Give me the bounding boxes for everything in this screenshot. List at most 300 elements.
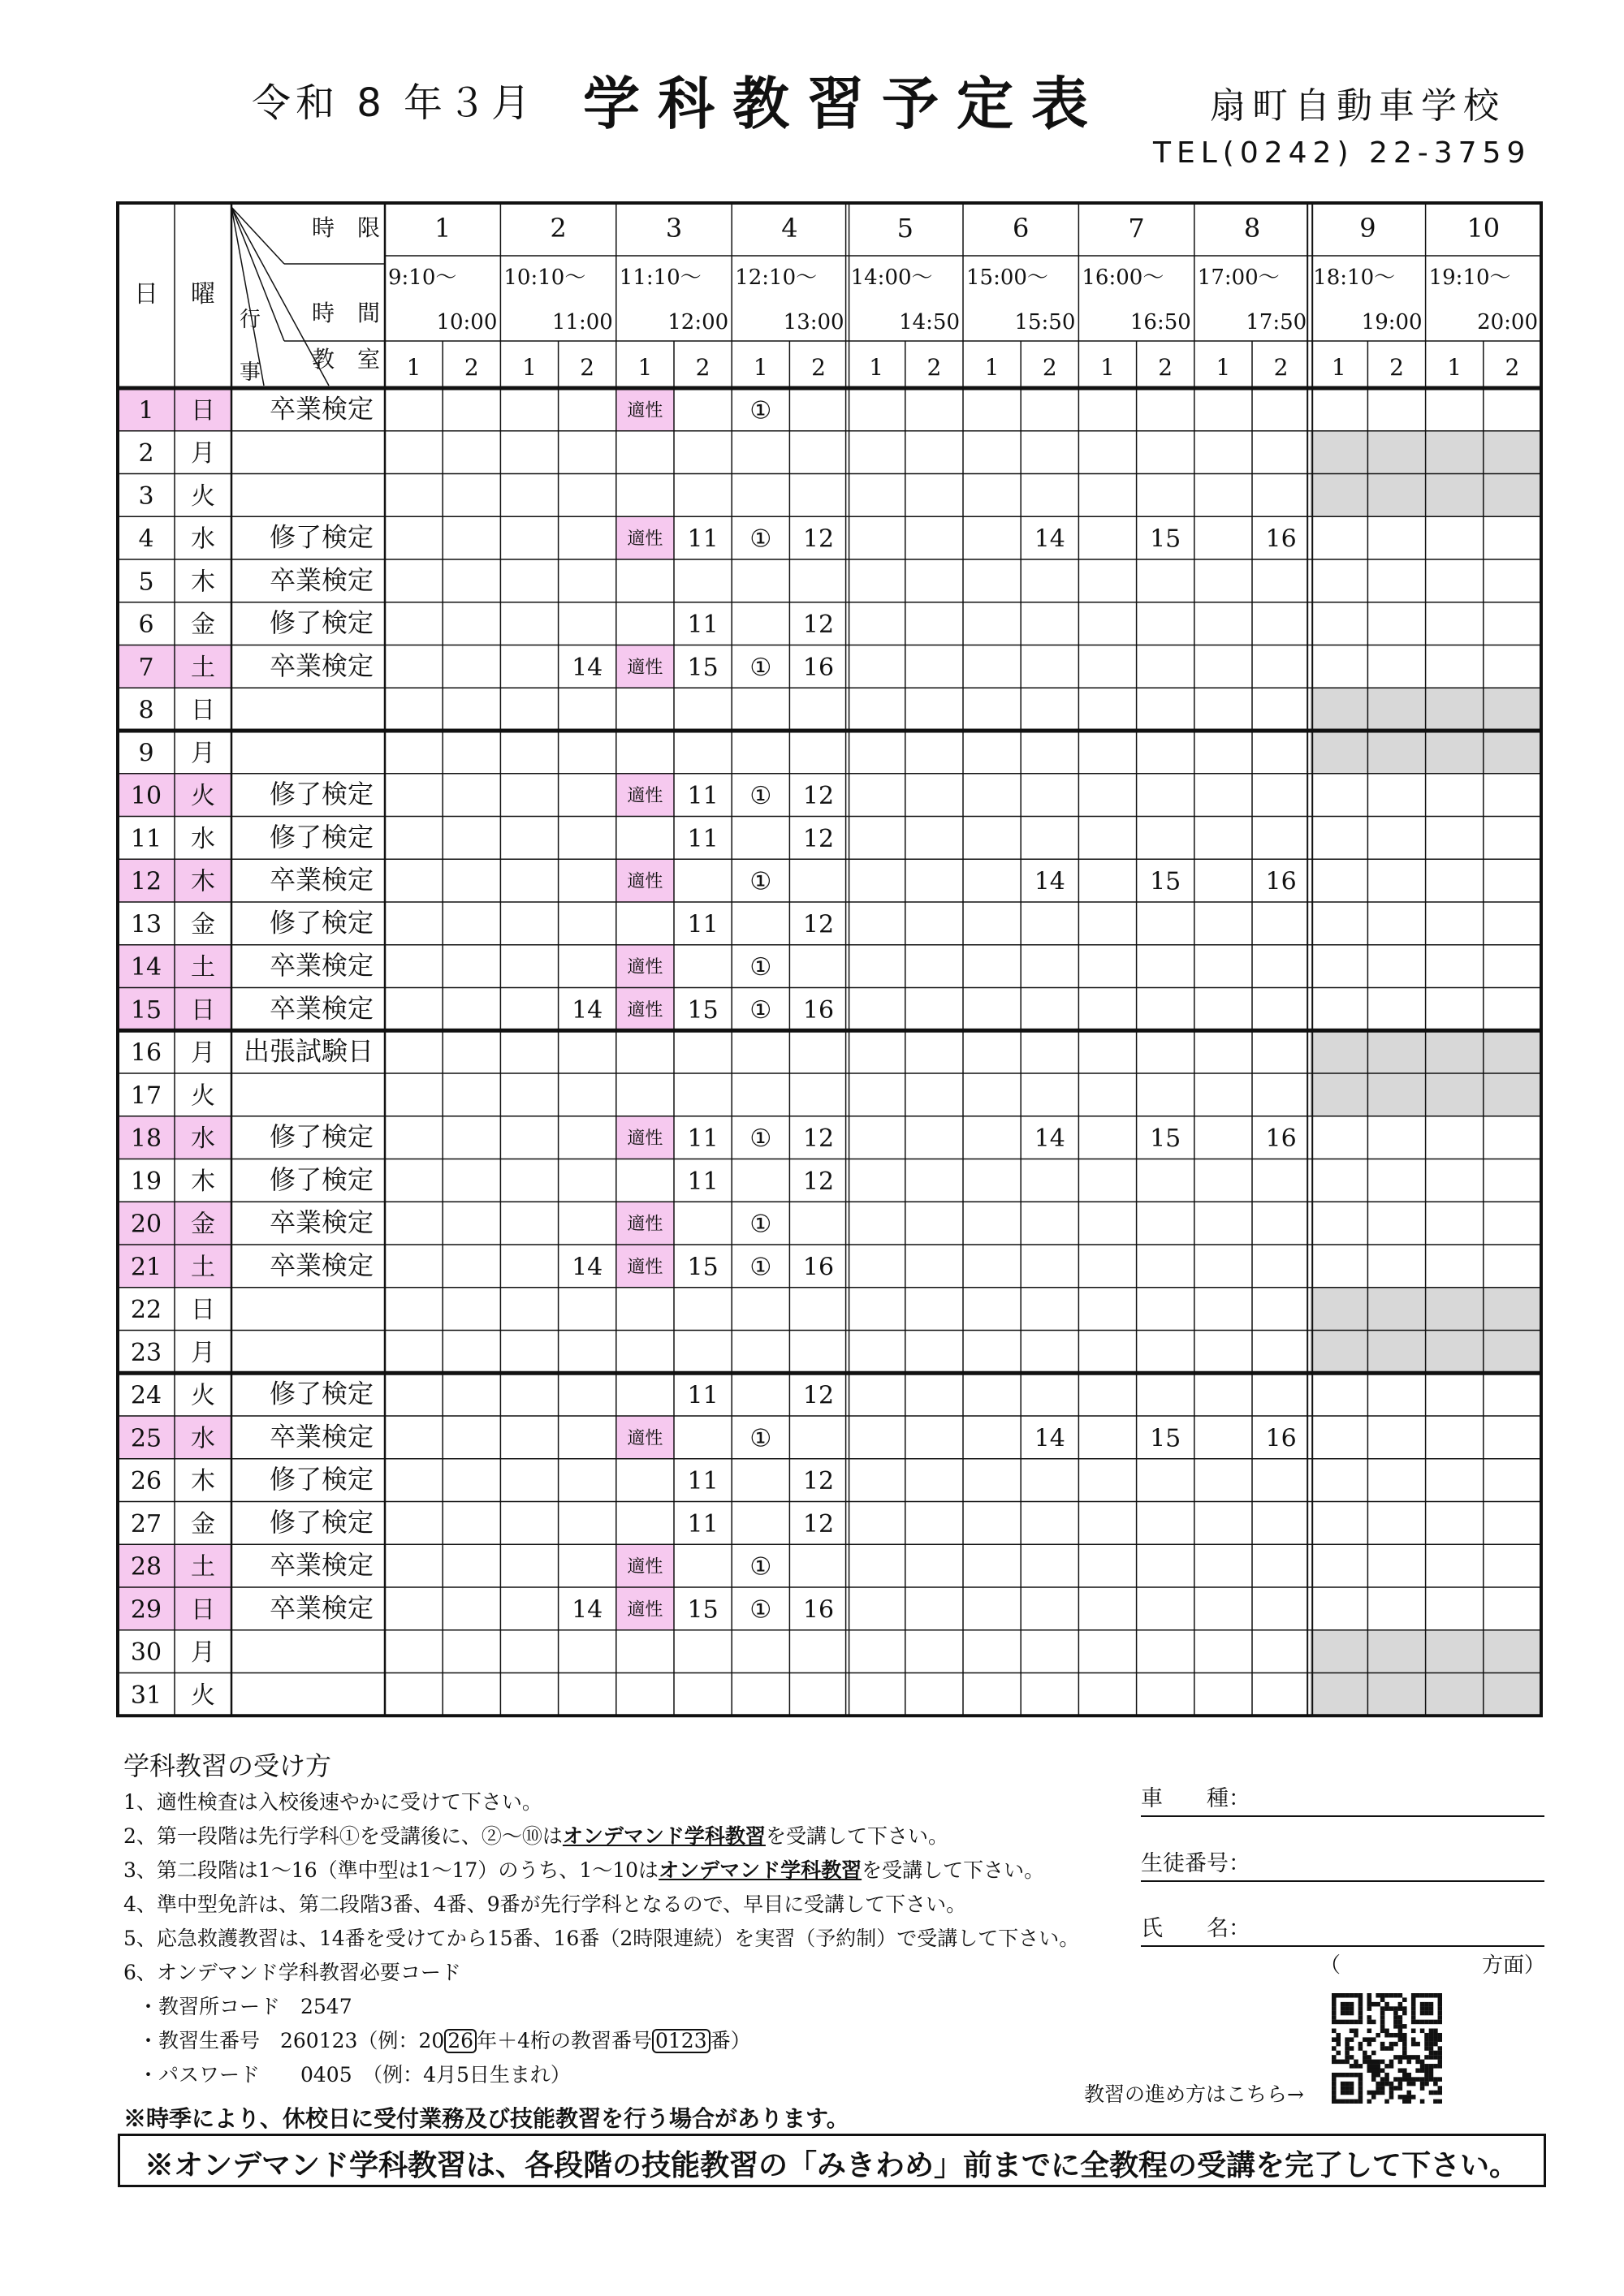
period-start-time: 12:10～	[735, 265, 818, 290]
qr-module	[1429, 2006, 1434, 2011]
lesson-number: 16	[1265, 524, 1297, 554]
qr-module	[1402, 2055, 1407, 2060]
qr-module	[1384, 2002, 1389, 2007]
period-start-time: 11:10～	[619, 265, 702, 290]
qr-module	[1424, 2077, 1429, 2082]
aptitude-test-mark: 適性	[627, 871, 663, 892]
qr-module	[1398, 2077, 1403, 2082]
aptitude-test-mark: 適性	[627, 1257, 663, 1278]
qr-module	[1402, 2042, 1407, 2047]
room-number: 1	[1331, 354, 1346, 381]
aptitude-test-mark: 適性	[627, 957, 663, 978]
qr-module	[1345, 2020, 1350, 2025]
weekday: 日	[191, 396, 215, 425]
qr-module	[1384, 2029, 1389, 2034]
qr-module	[1411, 2042, 1416, 2047]
day-number: 31	[130, 1681, 162, 1710]
period-end-time: 10:00	[436, 310, 498, 334]
qr-module	[1336, 2042, 1341, 2047]
qr-module	[1420, 2020, 1425, 2025]
qr-module	[1358, 2077, 1363, 2082]
page-title: 学科教習予定表	[583, 71, 1106, 137]
qr-module	[1376, 2002, 1380, 2007]
qr-module	[1332, 2002, 1337, 2007]
qr-module	[1393, 2086, 1398, 2091]
qr-module	[1367, 2037, 1372, 2042]
lesson-number: 12	[802, 1381, 835, 1410]
qr-module	[1336, 2060, 1341, 2065]
period-end-time: 14:50	[899, 310, 960, 334]
qr-module	[1402, 2006, 1407, 2011]
weekday: 水	[191, 1124, 215, 1154]
day-number: 13	[130, 910, 162, 939]
qr-module	[1424, 2020, 1429, 2025]
qr-module	[1411, 2029, 1416, 2034]
lesson-number: 12	[802, 824, 835, 853]
event-label: 修了検定	[269, 1378, 374, 1409]
qr-module	[1350, 2002, 1354, 2007]
qr-module	[1358, 2064, 1363, 2069]
qr-module	[1429, 1993, 1434, 1998]
first-lesson-mark: ①	[749, 953, 772, 982]
lesson-number: 12	[802, 524, 835, 554]
qr-module	[1380, 2042, 1385, 2047]
qr-module	[1420, 2029, 1425, 2034]
qr-module	[1429, 2046, 1434, 2051]
qr-module	[1402, 2011, 1407, 2016]
qr-module	[1345, 2100, 1350, 2104]
qr-module	[1367, 1997, 1372, 2002]
lesson-number: 16	[802, 653, 835, 682]
qr-module	[1438, 2077, 1442, 2082]
qr-module	[1332, 2095, 1337, 2100]
period-start-time: 19:10～	[1428, 265, 1511, 290]
qr-module	[1398, 2068, 1403, 2073]
lesson-number: 15	[687, 1253, 719, 1282]
lesson-number: 14	[1034, 1124, 1065, 1154]
code-password: ・パスワード 0405 （例：4月5日生まれ）	[138, 2063, 571, 2087]
qr-module	[1438, 2086, 1442, 2091]
weekday: 金	[191, 1509, 215, 1539]
qr-module	[1429, 2002, 1434, 2007]
room-number: 1	[522, 354, 537, 381]
qr-module	[1433, 2042, 1438, 2047]
weekday: 金	[191, 611, 215, 640]
completion-notice: ※オンデマンド学科教習は、各段階の技能教習の「みきわめ」前までに全教程の受講を完了して下さい。	[145, 2148, 1519, 2182]
qr-module	[1380, 2082, 1385, 2087]
qr-module	[1367, 2029, 1372, 2034]
qr-module	[1345, 2073, 1350, 2078]
qr-module	[1433, 2020, 1438, 2025]
room-number: 1	[406, 354, 421, 381]
period-number: 2	[550, 213, 567, 244]
qr-module	[1332, 2086, 1337, 2091]
diagonal-line	[231, 207, 264, 386]
qr-module	[1371, 2091, 1376, 2095]
qr-module	[1345, 2042, 1350, 2047]
lesson-number: 15	[1150, 1124, 1181, 1154]
qr-module	[1406, 2077, 1411, 2082]
weekday: 金	[191, 910, 215, 939]
lesson-number: 12	[802, 1167, 835, 1196]
aptitude-test-mark: 適性	[627, 999, 663, 1021]
qr-module	[1345, 2046, 1350, 2051]
weekday: 木	[191, 1467, 215, 1496]
qr-module	[1424, 2037, 1429, 2042]
qr-module	[1433, 2055, 1438, 2060]
qr-module	[1389, 2033, 1394, 2038]
qr-module	[1341, 2060, 1345, 2065]
qr-module	[1332, 2077, 1337, 2082]
event-label: 修了検定	[269, 1121, 374, 1153]
qr-module	[1358, 2011, 1363, 2016]
student-number-field[interactable]	[1141, 1845, 1544, 1882]
weekday: 日	[191, 1296, 215, 1325]
student-number-label: 生徒番号：	[1141, 1851, 1250, 1876]
event-label: 修了検定	[269, 1464, 374, 1495]
qr-module	[1332, 2100, 1337, 2104]
weekday: 火	[191, 1681, 215, 1710]
aptitude-test-mark: 適性	[627, 657, 663, 678]
lesson-number: 16	[802, 995, 835, 1025]
school-phone: TEL(0242) 22-3759	[1153, 136, 1531, 170]
qr-module	[1336, 2073, 1341, 2078]
qr-code-icon[interactable]	[1332, 1993, 1442, 2104]
weekday: 月	[191, 1338, 215, 1367]
qr-module	[1402, 2068, 1407, 2073]
qr-module	[1420, 2002, 1425, 2007]
first-lesson-mark: ①	[749, 1595, 772, 1625]
aptitude-test-mark: 適性	[627, 1129, 663, 1150]
car-type-field[interactable]	[1141, 1780, 1544, 1817]
qr-module	[1438, 2060, 1442, 2065]
qr-module	[1438, 2091, 1442, 2095]
qr-module	[1354, 2064, 1358, 2069]
qr-module	[1341, 2100, 1345, 2104]
qr-module	[1429, 2073, 1434, 2078]
qr-module	[1350, 2011, 1354, 2016]
qr-module	[1332, 2029, 1337, 2034]
qr-module	[1371, 2002, 1376, 2007]
qr-module	[1376, 2033, 1380, 2038]
qr-module	[1358, 2073, 1363, 2078]
qr-module	[1354, 2060, 1358, 2065]
qr-module	[1389, 2060, 1394, 2065]
event-label: 卒業検定	[269, 1421, 374, 1452]
period-number: 10	[1466, 213, 1501, 244]
qr-module	[1380, 2024, 1385, 2029]
qr-module	[1350, 2020, 1354, 2025]
day-number: 5	[138, 568, 154, 597]
qr-module	[1376, 2068, 1380, 2073]
lesson-number: 15	[1150, 1424, 1181, 1453]
day-number: 8	[138, 696, 154, 725]
period-start-time: 15:00～	[966, 265, 1048, 290]
event-label: 卒業検定	[269, 1249, 374, 1281]
qr-module	[1336, 2051, 1341, 2056]
qr-module	[1350, 2086, 1354, 2091]
period-number: 6	[1013, 213, 1030, 244]
lesson-number: 11	[687, 1381, 719, 1410]
event-label: 卒業検定	[269, 950, 374, 982]
qr-module	[1363, 2037, 1367, 2042]
qr-module	[1411, 2095, 1416, 2100]
qr-module	[1341, 2073, 1345, 2078]
qr-module	[1332, 2073, 1337, 2078]
weekday: 金	[191, 1210, 215, 1239]
qr-module	[1389, 2064, 1394, 2069]
qr-module	[1358, 2020, 1363, 2025]
qr-module	[1350, 2091, 1354, 2095]
qr-module	[1429, 2077, 1434, 2082]
qr-module	[1415, 2077, 1420, 2082]
room-number: 1	[1447, 354, 1462, 381]
period-number: 7	[1128, 213, 1145, 244]
qr-module	[1424, 2064, 1429, 2069]
notes-heading: 学科教習の受け方	[123, 1750, 332, 1781]
lesson-number: 15	[687, 995, 719, 1025]
qr-module	[1384, 2100, 1389, 2104]
aptitude-test-mark: 適性	[627, 1599, 663, 1621]
qr-module	[1341, 2020, 1345, 2025]
qr-module	[1350, 2100, 1354, 2104]
qr-module	[1438, 1997, 1442, 2002]
qr-module	[1389, 2042, 1394, 2047]
qr-module	[1420, 2082, 1425, 2087]
period-end-time: 19:00	[1361, 310, 1423, 334]
weekday: 火	[191, 782, 215, 811]
qr-module	[1424, 2073, 1429, 2078]
qr-module	[1350, 2073, 1354, 2078]
qr-module	[1420, 2077, 1425, 2082]
qr-module	[1367, 2060, 1372, 2065]
qr-module	[1358, 2015, 1363, 2020]
qr-module	[1429, 2020, 1434, 2025]
first-lesson-mark: ①	[749, 867, 772, 896]
day-number: 10	[130, 782, 162, 811]
weekday: 月	[191, 439, 215, 468]
qr-module	[1332, 2060, 1337, 2065]
qr-module	[1429, 2055, 1434, 2060]
qr-module	[1433, 2100, 1438, 2104]
qr-module	[1411, 1993, 1416, 1998]
day-number: 20	[130, 1210, 162, 1239]
qr-module	[1332, 2046, 1337, 2051]
qr-module	[1376, 2082, 1380, 2087]
qr-module	[1376, 2060, 1380, 2065]
qr-module	[1393, 2055, 1398, 2060]
qr-module	[1438, 2033, 1442, 2038]
event-label: 出張試験日	[243, 1035, 374, 1067]
qr-module	[1376, 2086, 1380, 2091]
qr-module	[1380, 2011, 1385, 2016]
day-number: 3	[138, 481, 154, 511]
lesson-number: 15	[1150, 524, 1181, 554]
day-number: 22	[130, 1296, 162, 1325]
qr-module	[1350, 2006, 1354, 2011]
qr-module	[1402, 2100, 1407, 2104]
room-number: 2	[1158, 354, 1173, 381]
note-5: 5、応急救護教習は、14番を受けてから15番、16番（2時限連続）を実習（予約制）で受講して下さい。	[123, 1927, 1080, 1950]
weekday: 火	[191, 1381, 215, 1410]
note-3: 3、第二段階は1～16（準中型は1～17）のうち、1～10はオンデマンド学科教習を受講して下さい。	[123, 1858, 1045, 1882]
room-number: 2	[695, 354, 710, 381]
lesson-number: 16	[1265, 1424, 1297, 1453]
qr-module	[1424, 2006, 1429, 2011]
qr-module	[1336, 1993, 1341, 1998]
qr-module	[1371, 2073, 1376, 2078]
qr-module	[1438, 2051, 1442, 2056]
qr-module	[1402, 1997, 1407, 2002]
qr-module	[1406, 2091, 1411, 2095]
qr-module	[1358, 2002, 1363, 2007]
qr-module	[1380, 2029, 1385, 2034]
qr-module	[1354, 2033, 1358, 2038]
qr-module	[1332, 2020, 1337, 2025]
direction-open-paren: （	[1320, 1953, 1341, 1978]
name-label: 氏 名：	[1141, 1916, 1250, 1941]
qr-module	[1384, 2073, 1389, 2078]
qr-module	[1332, 2015, 1337, 2020]
qr-module	[1341, 2091, 1345, 2095]
qr-module	[1350, 2046, 1354, 2051]
period-start-time: 16:00～	[1082, 265, 1164, 290]
day-number: 26	[130, 1467, 162, 1496]
qr-module	[1367, 2055, 1372, 2060]
lesson-number: 14	[572, 653, 603, 682]
day-number: 12	[130, 867, 162, 896]
qr-module	[1376, 1993, 1380, 1998]
weekday: 水	[191, 824, 215, 853]
period-end-time: 16:50	[1129, 310, 1191, 334]
qr-module	[1380, 2086, 1385, 2091]
weekday: 水	[191, 1424, 215, 1453]
qr-module	[1398, 2033, 1403, 2038]
qr-module	[1332, 2055, 1337, 2060]
qr-module	[1341, 2006, 1345, 2011]
qr-module	[1384, 2006, 1389, 2011]
day-number: 6	[138, 611, 154, 640]
period-number: 5	[896, 213, 914, 244]
qr-module	[1389, 2006, 1394, 2011]
lesson-number: 14	[572, 1253, 603, 1282]
qr-module	[1332, 2082, 1337, 2087]
qr-module	[1420, 2064, 1425, 2069]
first-lesson-mark: ①	[749, 782, 772, 811]
qr-module	[1424, 2042, 1429, 2047]
event-label: 修了検定	[269, 1506, 374, 1538]
weekday: 木	[191, 568, 215, 597]
period-end-time: 15:50	[1014, 310, 1076, 334]
qr-module	[1389, 2086, 1394, 2091]
first-lesson-mark: ①	[749, 995, 772, 1025]
qr-module	[1411, 2020, 1416, 2025]
qr-module	[1345, 2002, 1350, 2007]
qr-module	[1424, 1993, 1429, 1998]
qr-module	[1433, 2082, 1438, 2087]
weekday: 火	[191, 1081, 215, 1111]
period-end-time: 12:00	[667, 310, 729, 334]
day-number: 2	[138, 439, 154, 468]
note-2: 2、第一段階は先行学科①を受講後に、②～⑩はオンデマンド学科教習を受講して下さい。	[123, 1824, 948, 1848]
qr-module	[1389, 2046, 1394, 2051]
qr-module	[1371, 2020, 1376, 2025]
lesson-number: 12	[802, 1124, 835, 1154]
period-number: 3	[665, 213, 683, 244]
qr-module	[1384, 2082, 1389, 2087]
period-number: 4	[781, 213, 798, 244]
qr-module	[1411, 2082, 1416, 2087]
qr-module	[1438, 2006, 1442, 2011]
event-label: 卒業検定	[269, 992, 374, 1024]
qr-module	[1424, 2002, 1429, 2007]
event-label: 卒業検定	[269, 393, 374, 425]
lesson-number: 14	[572, 1595, 603, 1625]
qr-module	[1384, 2077, 1389, 2082]
day-number: 16	[130, 1038, 162, 1068]
qr-module	[1345, 2006, 1350, 2011]
qr-module	[1402, 2033, 1407, 2038]
weekday: 月	[191, 1038, 215, 1068]
qr-module	[1367, 2100, 1372, 2104]
qr-module	[1380, 2020, 1385, 2025]
qr-module	[1433, 2091, 1438, 2095]
event-label: 卒業検定	[269, 1549, 374, 1581]
qr-module	[1438, 2046, 1442, 2051]
event-label: 修了検定	[269, 607, 374, 639]
room-number: 2	[464, 354, 479, 381]
qr-module	[1371, 2051, 1376, 2056]
qr-module	[1354, 2073, 1358, 2078]
day-number: 9	[138, 739, 154, 768]
period-start-time: 18:10～	[1313, 265, 1396, 290]
qr-module	[1402, 2024, 1407, 2029]
qr-module	[1438, 2055, 1442, 2060]
qr-module	[1367, 2091, 1372, 2095]
qr-module	[1336, 2020, 1341, 2025]
qr-module	[1429, 2068, 1434, 2073]
lesson-number: 11	[687, 524, 719, 554]
name-field[interactable]	[1141, 1910, 1544, 1947]
qr-module	[1424, 2033, 1429, 2038]
qr-module	[1350, 2055, 1354, 2060]
day-number: 25	[130, 1424, 162, 1453]
qr-module	[1429, 2011, 1434, 2016]
lesson-number: 11	[687, 611, 719, 640]
qr-module	[1363, 2051, 1367, 2056]
qr-module	[1402, 2073, 1407, 2078]
qr-module	[1415, 2020, 1420, 2025]
day-number: 14	[130, 953, 162, 982]
event-label: 修了検定	[269, 907, 374, 939]
qr-module	[1438, 2002, 1442, 2007]
room-number: 1	[1100, 354, 1115, 381]
lesson-number: 12	[802, 1509, 835, 1539]
qr-module	[1415, 2042, 1420, 2047]
weekday: 土	[191, 1253, 215, 1282]
lesson-number: 11	[687, 1167, 719, 1196]
qr-module	[1393, 2011, 1398, 2016]
qr-module	[1389, 2091, 1394, 2095]
qr-module	[1438, 2064, 1442, 2069]
room-number: 2	[1273, 354, 1289, 381]
qr-module	[1420, 2086, 1425, 2091]
qr-module	[1420, 2068, 1425, 2073]
lesson-number: 11	[687, 1124, 719, 1154]
qr-module	[1389, 2082, 1394, 2087]
qr-module	[1332, 2006, 1337, 2011]
qr-module	[1438, 2011, 1442, 2016]
